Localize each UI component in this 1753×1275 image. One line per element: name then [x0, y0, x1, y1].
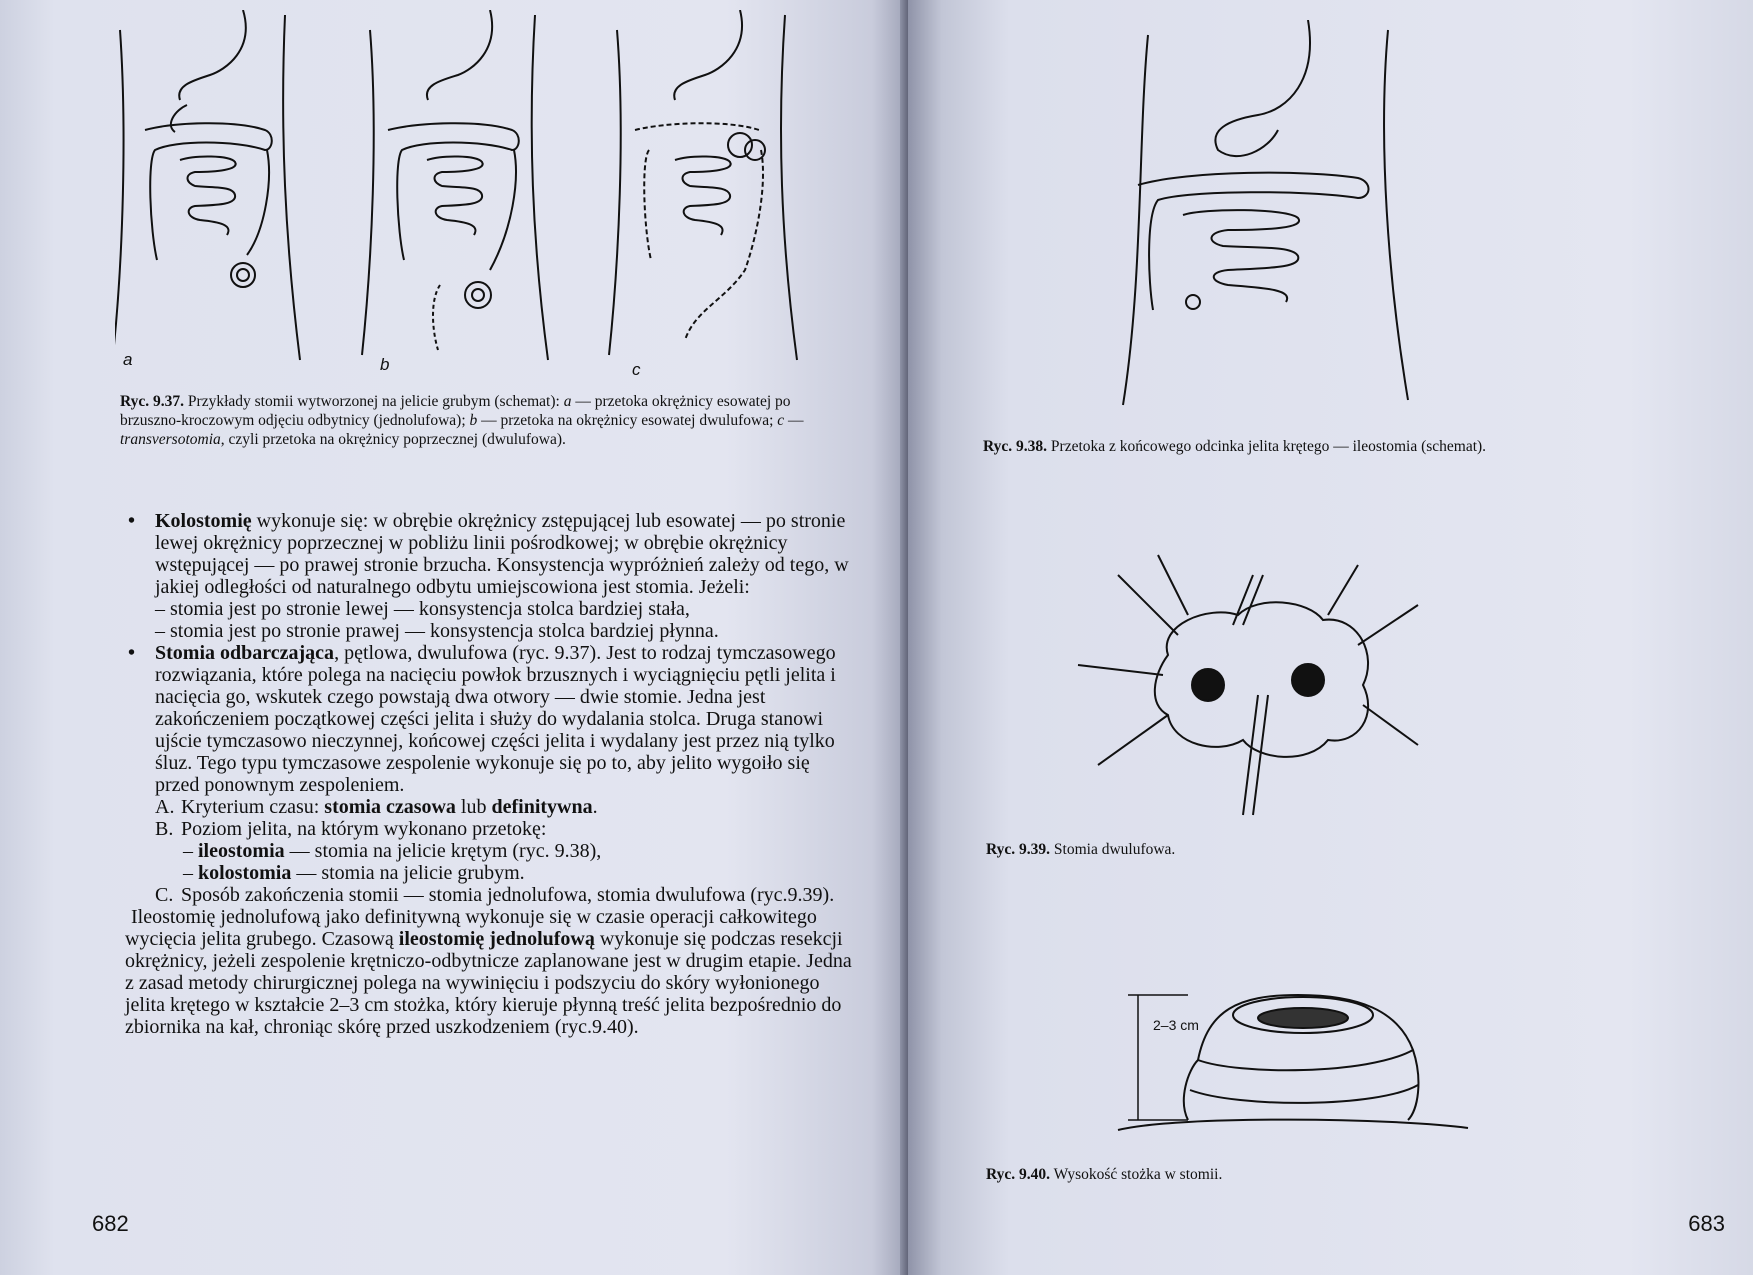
figure-9-40-caption: Ryc. 9.40. Wysokość stożka w stomii.: [986, 1166, 1223, 1183]
figure-9-40-illustration: [1098, 950, 1478, 1150]
page-number-left: 682: [92, 1211, 129, 1236]
bullet-icon: •: [128, 642, 136, 664]
bullet-icon: •: [128, 510, 136, 532]
figure-9-39-illustration: [1058, 515, 1438, 840]
closing-paragraph: Ileostomię jednolufową jako definitywną wykonuje się w czasie operacji całkowitego wycięcia jelita grubego. Czasową ileostomię jednolufową wykonuje się podczas resekcji okrężnicy, jeżeli zespolenie krętniczo-odbytnicze zaplanowane jest w drugim etapie. Jedna z zasad metody chirurgicznej polega na wywinięciu i podszyciu do skóry wyłonionego jelita krętego w kształcie 2–3 cm stożka, który kieruje płynną treść jelita bezpośrednio do zbiornika na kał, chroniąc skórę przed uszkodzeniem (ryc.9.40).: [125, 906, 852, 1038]
figure-9-37-caption: Ryc. 9.37. Przykłady stomii wytworzonej na jelicie grubym (schemat): a — przetoka okrężnicy esowatej po brzuszno-kroczowym odjęciu odbytnicy (jednolufowa); b — przetoka na okrężnicy esowatej dwulufowa; c — transversotomia, czyli przetoka na okrężnicy poprzecznej (dwulufowa).: [120, 393, 804, 448]
panel-label-a: a: [123, 350, 133, 369]
panel-b-drawing: [362, 10, 548, 360]
panel-a-drawing: [115, 10, 300, 360]
sub-item-ileostomia: – ileostomia — stomia na jelicie krętym (ryc. 9.38),: [183, 840, 602, 862]
panel-label-b: b: [380, 355, 390, 374]
figure-9-39-caption: Ryc. 9.39. Stomia dwulufowa.: [986, 841, 1176, 858]
panel-c-drawing: [609, 10, 797, 360]
dash-item: – stomia jest po stronie prawej — konsystencja stolca bardziej płynna.: [155, 620, 719, 642]
item-a: A. Kryterium czasu: stomia czasowa lub definitywna.: [155, 796, 598, 818]
panel-label-c: c: [632, 360, 641, 379]
bullet-kolostomia: • Kolostomię wykonuje się: w obrębie okrężnicy zstępującej lub esowatej — po stronie lewej okrężnicy poprzecznej w pobliżu linii pośrodkowej; w obrębie okrężnicy wstępującej — po prawej stronie brzucha. Konsystencja wypróżnień zależy od tego, w jakiej odległości od naturalnego odbytu umiejscowiona jest stomia. Jeżeli:: [128, 510, 849, 598]
right-page: [908, 0, 1753, 1275]
dash-item: – stomia jest po stronie lewej — konsystencja stolca bardziej stała,: [155, 598, 690, 620]
sub-item-kolostomia: – kolostomia — stomia na jelicie grubym.: [183, 862, 525, 884]
figure-9-38-caption: Ryc. 9.38. Przetoka z końcowego odcinka jelita krętego — ileostomia (schemat).: [983, 438, 1487, 455]
figure-9-38-illustration: [1088, 20, 1468, 415]
figure-9-37-illustration: [115, 10, 855, 380]
caption-number: Ryc. 9.37.: [120, 393, 185, 410]
item-b: B. Poziom jelita, na którym wykonano przetokę:: [155, 818, 547, 840]
measure-label: 2–3 cm: [1153, 1017, 1199, 1033]
bullet-stomia-odbarczajaca: • Stomia odbarczająca, pętlowa, dwulufowa (ryc. 9.37). Jest to rodzaj tymczasowego rozwiązania, które polega na nacięciu powłok brzusznych i wyciągnięciu pętli jelita i nacięcia go, wskutek czego powstają dwa otwory — dwie stomie. Jedna jest zakończeniem początkowej części jelita i służy do wydalania stolca. Druga stanowi ujście tymczasowo nieczynnej, końcowej części jelita i wydalany jest przez nią tylko śluz. Tego typu tymczasowe zespolenie wykonuje się po to, aby jelito wygoiło się przed ponownym zespoleniem.: [128, 642, 836, 796]
item-c: C. Sposób zakończenia stomii — stomia jednolufowa, stomia dwulufowa (ryc.9.39).: [155, 884, 835, 906]
page-number-right: 683: [1688, 1211, 1725, 1236]
left-page-body-text: [125, 510, 855, 1038]
